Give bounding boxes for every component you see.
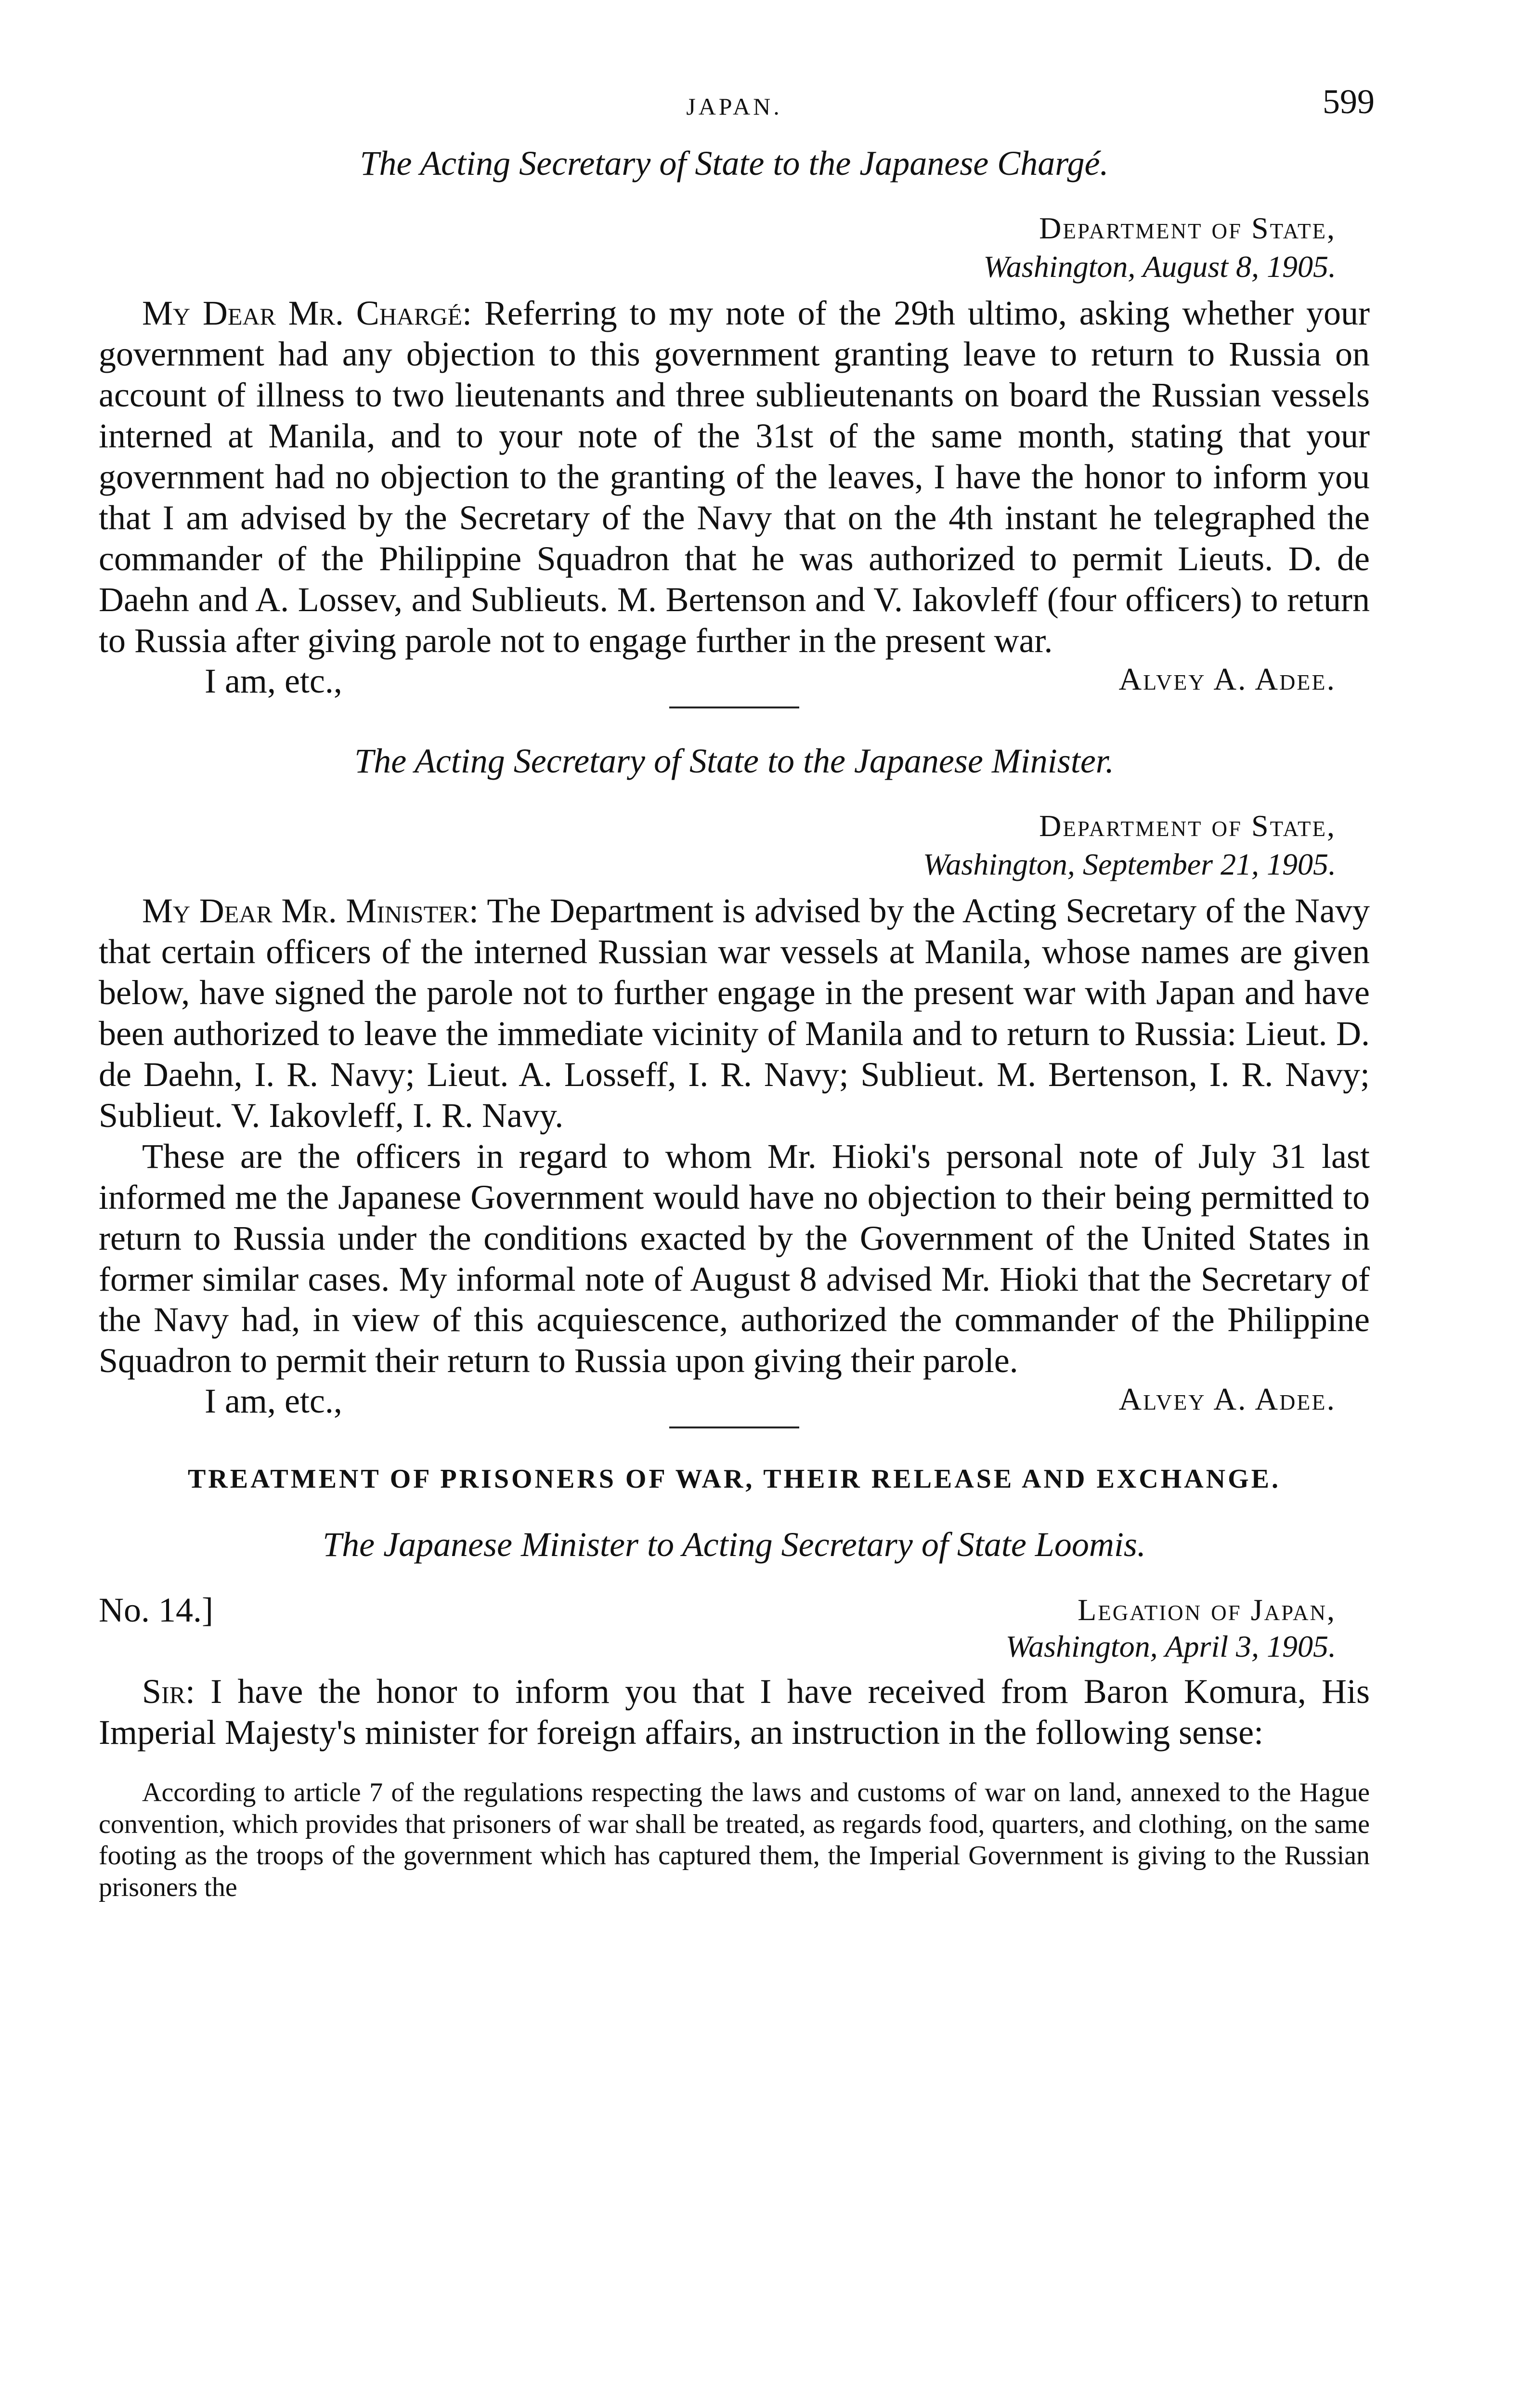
- running-head: [99, 82, 1375, 144]
- letter2-body1: [99, 890, 1370, 1136]
- letter2-signature: Alvey A. Adee.: [1118, 1382, 1336, 1417]
- running-title: JAPAN.: [686, 93, 782, 120]
- letter2-heading: The Acting Secretary of State to the Japanese Minister.: [354, 741, 1114, 780]
- letter2-body2: These are the officers in regard to whom Mr. Hioki's personal note of July 31 last informed me the Japanese Government would have no objection to their being permitted to return to Russia under the conditions exacted by the Government of the United States in former similar cases. My informal note of August 8 advised Mr. Hioki that the Secretary of the Navy had, in view of this acquiescence, authorized the commander of the Philippine Squadron to permit their return to Russia upon giving their parole.: [99, 1137, 1370, 1380]
- letter1-salutation: My Dear Mr. Chargé:: [142, 294, 472, 333]
- letter3-number: No. 14.]: [99, 1591, 213, 1630]
- letter1-dateline: [99, 209, 1336, 286]
- letter2-dept: Department of State,: [1039, 808, 1336, 843]
- divider-rule: [669, 1426, 799, 1428]
- letter1-heading: The Acting Secretary of State to the Japanese Chargé.: [360, 144, 1109, 183]
- letter1-closing-text: I am, etc.,: [205, 661, 342, 700]
- page-number: 599: [1323, 82, 1375, 121]
- divider-rule: [669, 707, 799, 708]
- letter1-body: [99, 293, 1370, 661]
- letter3-quote: According to article 7 of the regulations respecting the laws and customs of war on land, annexed to the Hague convention, which provides that prisoners of war shall be treated, as regards food, quarters, and clothing, on the same footing as the troops of the government which has captured them, the Imperial Government is giving to the Russian prisoners the: [99, 1778, 1370, 1902]
- letter2-dateline: [99, 807, 1336, 884]
- letter3-salutation: Sir:: [142, 1672, 195, 1711]
- letter3-heading: The Japanese Minister to Acting Secretary of State Loomis.: [323, 1525, 1146, 1564]
- letter3-header: [99, 1590, 1370, 1629]
- letter1-date: Washington, August 8, 1905.: [983, 249, 1336, 284]
- letter1-closing: [99, 661, 1370, 702]
- letter2-salutation: My Dear Mr. Minister:: [142, 891, 479, 930]
- letter2-date: Washington, September 21, 1905.: [922, 847, 1336, 881]
- letter3-legation: Legation of Japan,: [1078, 1593, 1336, 1627]
- letter2-closing-text: I am, etc.,: [205, 1382, 342, 1421]
- letter1-signature: Alvey A. Adee.: [1118, 661, 1336, 697]
- letter2-closing: [99, 1381, 1370, 1422]
- letter1-dept: Department of State,: [1039, 211, 1336, 246]
- letter3-text: I have the honor to inform you that I have received from Baron Komura, His Imperial Majesty's minister for foreign affairs, an instruction in the following sense:: [99, 1672, 1370, 1752]
- letter1-text: Referring to my note of the 29th ultimo, asking whether your government had any objection to this government granting leave to return to Russia on account of illness to two lieutenants and three sublieutenants on board the Russian vessels interned at Manila, and to your note of the 31st of the same month, stating that your government had no objection to the granting of the leaves, I have the honor to inform you that I am advised by the Secretary of the Navy that on the 4th instant he telegraphed the commander of the Philippine Squadron that he was authorized to permit Lieuts. D. de Daehn and A. Lossev, and Sublieuts. M. Bertenson and V. Iakovleff (four officers) to return to Russia after giving parole not to engage further in the present war.: [99, 294, 1370, 660]
- section-heading: TREATMENT OF PRISONERS OF WAR, THEIR RELEASE AND EXCHANGE.: [187, 1464, 1281, 1494]
- letter3-body: [99, 1671, 1370, 1753]
- letter2-text1: The Department is advised by the Acting Secretary of the Navy that certain officers of the interned Russian war vessels at Manila, whose names are given below, have signed the parole not to further engage in the present war with Japan and have been authorized to leave the immediate vicinity of Manila and to return to Russia: Lieut. D. de Daehn, I. R. Navy; Lieut. A. Losseff, I. R. Navy; Sublieut. M. Bertenson, I. R. Navy; Sublieut. V. Iakovleff, I. R. Navy.: [99, 891, 1370, 1135]
- letter3-date: Washington, April 3, 1905.: [1005, 1629, 1336, 1664]
- document-page: [99, 82, 1375, 1903]
